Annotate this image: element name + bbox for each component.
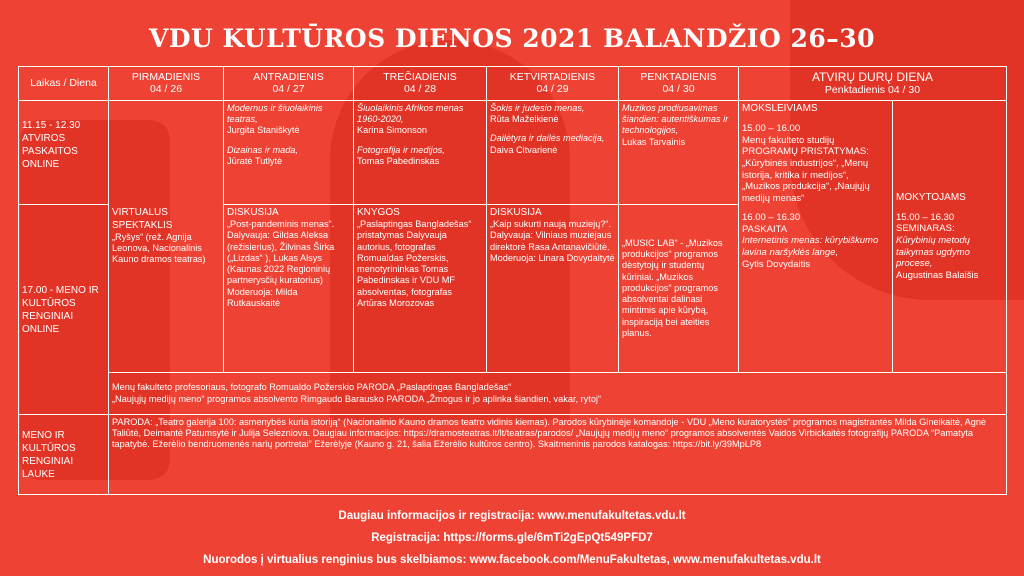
day-name: ANTRADIENIS: [253, 70, 324, 83]
open-day-date: Penktadienis 04 / 30: [824, 83, 921, 96]
open-day-students: [739, 101, 893, 373]
open-day-teachers: [893, 101, 1007, 373]
exhibitions-row: [19, 373, 1007, 415]
lecturer: Karina Simonson: [357, 125, 427, 136]
day-date: 04 / 27: [272, 82, 305, 95]
lecture-topic: Modernus ir šiuolaikinis teatras,: [227, 103, 323, 125]
schedule-table: [18, 66, 1007, 495]
day-date: 04 / 30: [662, 82, 695, 95]
wednesday-event: [354, 205, 487, 373]
row-label-outdoor: MENO IR KULTŪROS RENGINIAI LAUKE: [19, 415, 109, 495]
exhibition-line: Menų fakulteto profesoriaus, fotografo Romualdo Požerskio PARODA „Paslaptingas Bangladešas“: [112, 382, 512, 393]
day-header-thursday: [487, 67, 619, 101]
event-desc: „Post-pandeminis menas“. Dalyvauja: Gildas Aleksa (režisierius), Žilvinas Širka („Lizdas“ ), Lukas Alsys (Kaunas 2022 Regioninių partnerysčių kuratorius) Moderuoja: Milda Rutkauskaitė: [227, 219, 335, 308]
event-type: DISKUSIJA: [490, 207, 542, 218]
event-desc: „Kaip sukurti naują muziejų?“. Dalyvauja: Vilniaus muziejaus direktorė Rasa Antanavičiūtė. Moderuoja: Linara Dovydaitytė: [490, 219, 615, 263]
exhibition-line: „Naujųjų medijų meno“ programos absolvento Rimgaudo Barausko PARODA „Žmogus ir jo aplinka šiandien, vakar, rytoj“: [112, 393, 602, 404]
lecture-topic: Dailėtyra ir dailės mediacija,: [490, 133, 605, 144]
day-header-monday: [109, 67, 224, 101]
outdoor-row: [19, 415, 1007, 495]
footer-links: Nuorodos į virtualius renginius bus skelbiamos: www.facebook.com/MenuFakultetas, www.menufakultetas.vdu.lt: [203, 554, 821, 566]
seminar-topic: Kūrybinių metodų taikymas ugdymo procese,: [896, 235, 970, 270]
day-header-tuesday: [224, 67, 354, 101]
audience-title: MOKYTOJAMS: [896, 191, 966, 203]
lecture-topic: Šiuolaikinis Afrikos menas 1960-2020,: [357, 103, 464, 125]
row-label-online: 17.00 - MENO IR KULTŪROS RENGINIAI ONLINE: [19, 205, 109, 415]
friday-event: [619, 205, 739, 373]
lecture-topic: Internetinis menas: kūrybiškumo lavina naršyklės lange,: [742, 235, 879, 258]
event-desc: Menų fakulteto studijų PROGRAMŲ PRISTATYMAS: „Kūrybinės industrijos“, „Menų istorija, kritika ir medijos“, „Muzikos produkcija“, „Naujųjų medijų menas“: [742, 134, 870, 204]
footer-registration: Registracija: https://forms.gle/6mTi2gEpQt549PFD7: [371, 532, 653, 544]
header-row: [19, 67, 1007, 101]
lectures-row: [19, 101, 1007, 205]
lecturer: Gytis Dovydaitis: [742, 258, 811, 270]
event-type: KNYGOS: [357, 207, 400, 218]
tuesday-event: [224, 205, 354, 373]
lecturer: Jurgita Staniškytė: [227, 125, 300, 136]
corner-header: Laikas / Diena: [19, 67, 109, 101]
day-name: KETVIRTADIENIS: [509, 70, 596, 83]
footer-info: Daugiau informacijos ir registracija: www.menufakultetas.vdu.lt: [338, 510, 686, 522]
thursday-lectures: [487, 101, 619, 205]
day-name: TREČIADIENIS: [383, 70, 457, 83]
event-type: SEMINARAS:: [896, 223, 955, 235]
lecture-topic: Šokis ir judesio menas,: [490, 103, 585, 113]
day-date: 04 / 29: [536, 82, 569, 95]
outdoor-exhibitions: PARODA: „Teatro galerija 100: asmenybės kuria istoriją“ (Nacionalinio Kauno dramos teatro vidinis kiemas). Parodos kūrybinėje komandoje - VDU „Meno kuratorystės“ programos magistrantės Milda Gineikaitė, Agnė Taliūtė, Deimantė Patumsytė ir Julija Selezniova. Daugiau informacijos: https://dramosteatras.lt/lt/teatras/parodos/ „Naujųjų medijų meno“ programos absolventės Vaidos Virbickaitės fotografijų PARODA “Pamatyta tapatybė. Ežerėlio bendruomenės narių portretai” Ežerėlyje (Kauno g. 21, šalia Ežerėlio kultūros centro). Skaitmeninis parodos katalogas: https://bit.ly/39MpLP8: [109, 415, 1007, 495]
tuesday-lectures: [224, 101, 354, 205]
event-desc: „Ryšys“ (rež. Agnija Leonova, Nacionalinis Kauno dramos teatras): [112, 231, 206, 265]
monday-event: [109, 101, 224, 373]
event-desc: „Paslaptingas Bangladešas“ pristatymas Dalyvauja autorius, fotografas Romualdas Požerskis, menotyrininkas Tomas Pabedinskas ir VDU MF absolventas, fotografas Artūras Morozovas: [357, 219, 472, 308]
event-time: 16.00 – 16.30: [742, 212, 801, 224]
lecture-topic: Fotografija ir medijos,: [357, 144, 445, 155]
lecturer: Augustinas Balaišis: [896, 269, 979, 281]
lecture-topic: Dizainas ir mada,: [227, 144, 298, 155]
day-date: 04 / 28: [403, 82, 437, 95]
exhibitions-cell: [109, 373, 1007, 415]
open-day-name: ATVIRŲ DURŲ DIENA: [811, 69, 934, 84]
event-type: VIRTUALUS SPEKTAKLIS: [112, 207, 173, 231]
page-title: VDU KULTŪROS DIENOS 2021 BALANDŽIO 26–30: [148, 24, 876, 53]
event-time: 15.00 – 16.00: [742, 123, 801, 135]
day-date: 04 / 26: [149, 82, 183, 95]
thursday-event: [487, 205, 619, 373]
day-name: PENKTADIENIS: [640, 70, 717, 83]
event-time: 15.00 – 16.30: [896, 211, 955, 223]
day-header-wednesday: [354, 67, 487, 101]
friday-lectures: [619, 101, 739, 205]
day-header-open-day: [739, 67, 1007, 101]
day-name: PIRMADIENIS: [131, 70, 201, 83]
lecturer: Jūratė Tutlytė: [227, 155, 283, 166]
lecturer: Tomas Pabedinskas: [357, 155, 440, 166]
lecturer: Daiva Citvarienė: [490, 144, 558, 155]
audience-title: MOKSLEIVIAMS: [742, 103, 818, 114]
day-header-friday: [619, 67, 739, 101]
lecturer: Lukas Tarvainis: [622, 136, 686, 147]
event-type: DISKUSIJA: [227, 207, 279, 218]
lecturer: Rūta Mažeikienė: [490, 114, 559, 125]
wednesday-lectures: [354, 101, 487, 205]
row-label-lectures: 11.15 - 12.30 ATVIROS PASKAITOS ONLINE: [19, 101, 109, 205]
event-type: PASKAITA: [742, 223, 788, 235]
lecture-topic: Muzikos prodiusavimas šiandien: autentiškumas ir technologijos,: [622, 103, 729, 136]
event-desc: „MUSIC LAB“ - „Muzikos produkcijos“ programos dėstytojų ir studentų kūriniai. „Muzikos produkcijos“ programos absolventai dalinasi mintimis apie kūrybą, inspiraciją bei ateities planus.: [622, 238, 723, 338]
